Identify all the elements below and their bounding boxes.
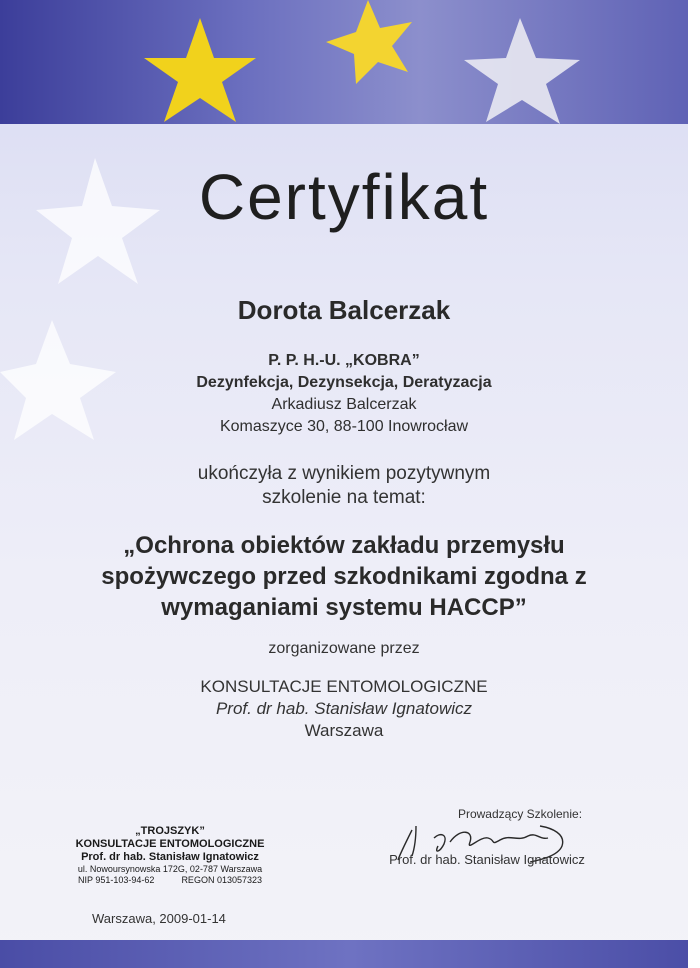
course-title (0, 530, 688, 623)
stamp-line: „TROJSZYK” (135, 825, 205, 837)
company-block (0, 350, 688, 438)
white-star-icon (464, 18, 580, 124)
company-name: P. P. H.-U. „KOBRA” (268, 352, 420, 369)
stamp-nip: NIP 951-103-94-62 (78, 875, 155, 885)
issue-date: Warszawa, 2009-01-14 (92, 911, 226, 926)
yellow-star-icon (326, 0, 412, 84)
organizer-stamp (60, 825, 280, 886)
course-title-line: spożywczego przed szkodnikami zgodna z (101, 563, 587, 590)
stamp-regon: REGON 013057323 (181, 875, 262, 885)
course-title-line: „Ochrona obiektów zakładu przemysłu (123, 532, 565, 559)
completion-text (0, 462, 688, 510)
stamp-ids (60, 875, 280, 886)
company-services: Dezynfekcja, Dezynsekcja, Deratyzacja (196, 374, 492, 391)
leader-name: Prof. dr hab. Stanisław Ignatowicz (389, 852, 585, 867)
course-title-line: wymaganiami systemu HACCP” (161, 594, 527, 621)
stamp-address: ul. Nowoursynowska 172G, 02-787 Warszawa (77, 864, 263, 874)
organizer-name: KONSULTACJE ENTOMOLOGICZNE (200, 677, 488, 696)
completion-line: ukończyła z wynikiem pozytywnym (197, 463, 491, 484)
recipient-name: Dorota Balcerzak (237, 295, 451, 325)
organized-by-label: zorganizowane przez (268, 640, 420, 657)
leader-label: Prowadzący Szkolenie: (457, 807, 583, 821)
organizer-city: Warszawa (304, 721, 384, 740)
yellow-star-icon (144, 18, 256, 122)
stamp-line: KONSULTACJE ENTOMOLOGICZNE (75, 838, 265, 850)
certificate-title: Certyfikat (198, 161, 490, 233)
completion-line: szkolenie na temat: (262, 487, 426, 508)
company-owner: Arkadiusz Balcerzak (271, 396, 417, 413)
page-edge (688, 0, 700, 968)
stamp-line: Prof. dr hab. Stanisław Ignatowicz (81, 851, 259, 863)
organizer-person: Prof. dr hab. Stanisław Ignatowicz (215, 699, 473, 718)
company-address: Komaszyce 30, 88-100 Inowrocław (219, 418, 469, 435)
organizer-block (0, 676, 688, 742)
